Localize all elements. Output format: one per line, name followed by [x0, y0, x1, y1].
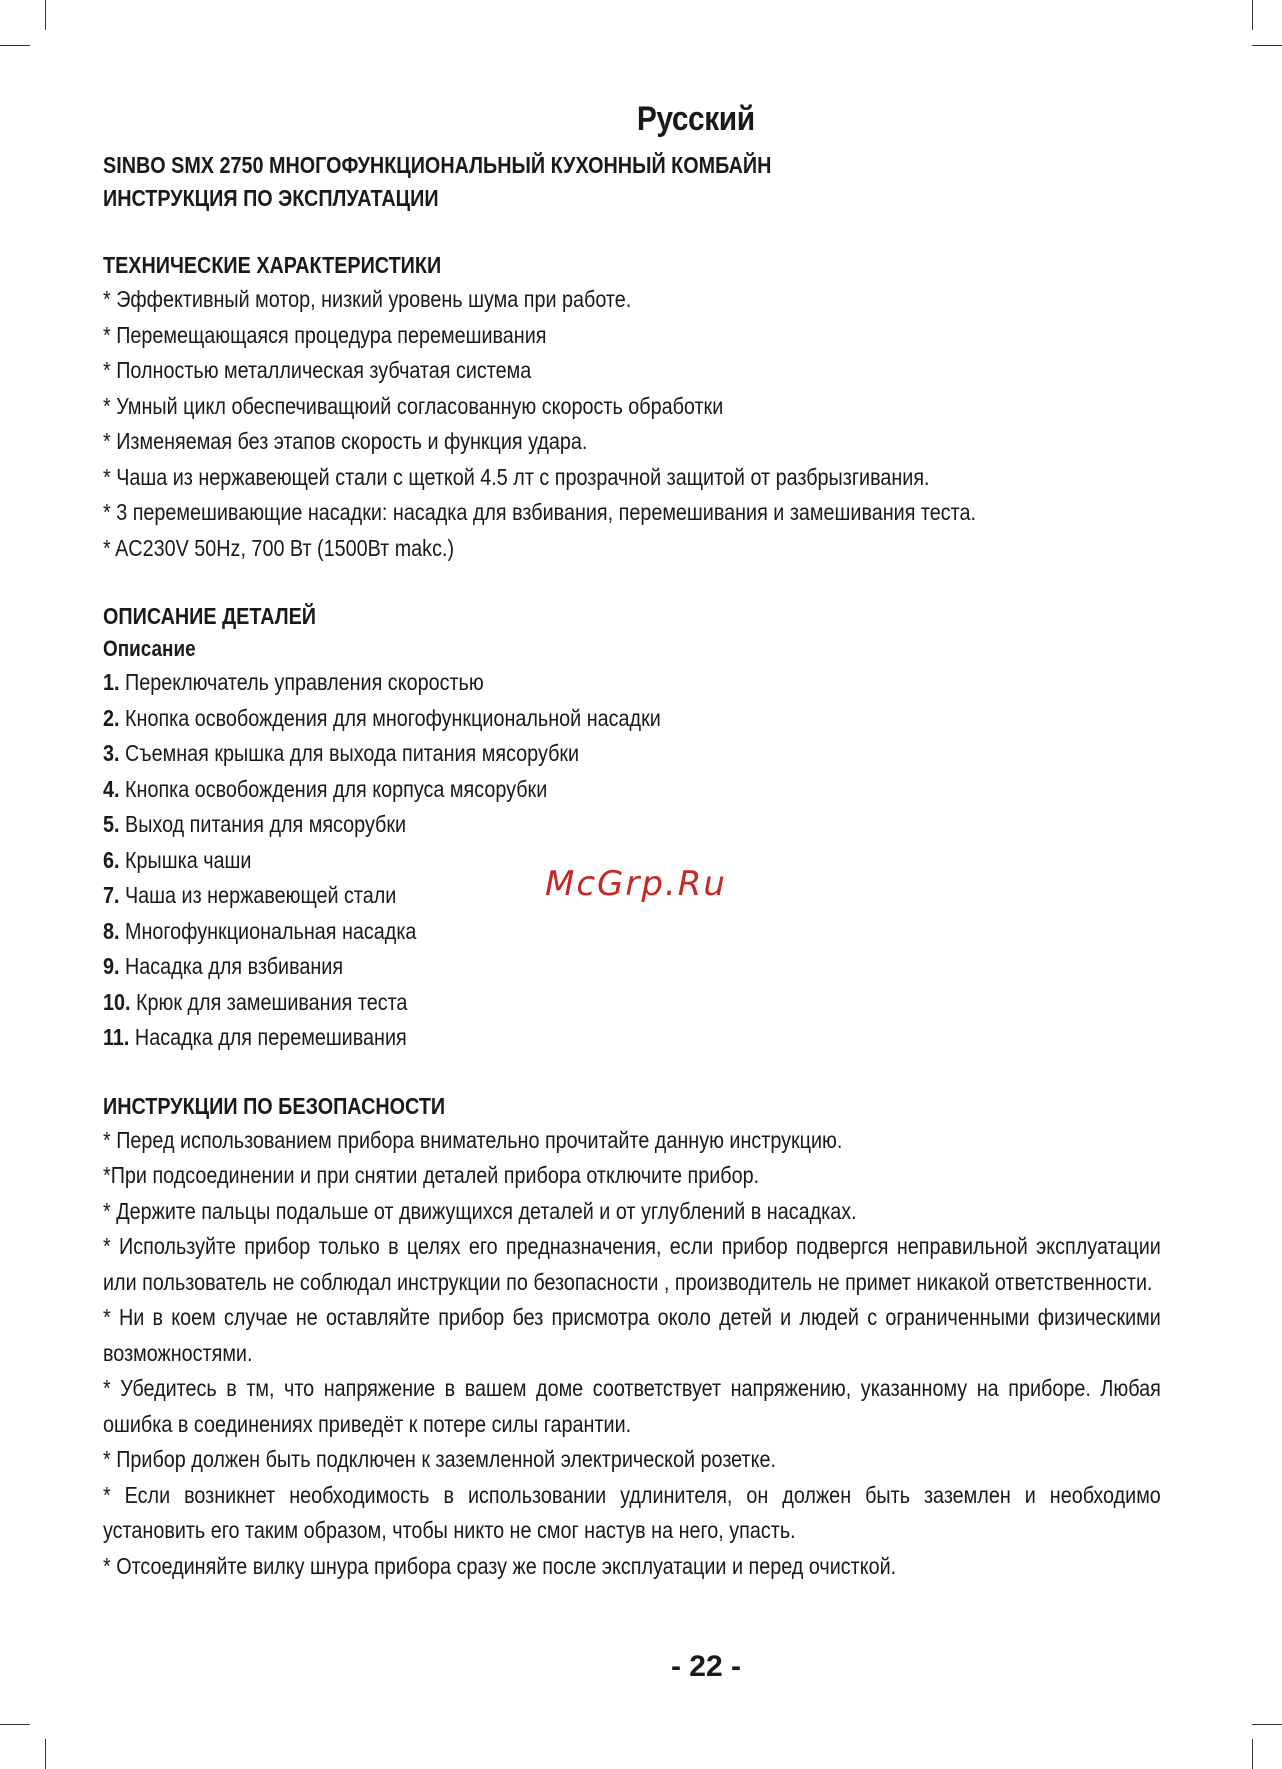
- document-page: [103, 100, 1183, 1584]
- list-item: * Эффективный мотор, низкий уровень шума при работе.: [103, 286, 632, 312]
- item-number: 4.: [103, 775, 120, 802]
- list-item: [103, 665, 1032, 701]
- crop-mark: [45, 0, 46, 30]
- list-item: * Прибор должен быть подключен к заземленной электрической розетке.: [103, 1446, 776, 1472]
- page-number: - 22 -: [670, 1650, 742, 1683]
- crop-mark: [1252, 45, 1282, 46]
- list-item: * Держите пальцы подальше от движущихся деталей и от углублений в насадках.: [103, 1197, 857, 1224]
- item-number: 11.: [103, 1024, 130, 1050]
- list-item: * 3 перемешивающие насадки: насадка для взбивания, перемешивания и замешивания теста.: [103, 499, 976, 525]
- list-item: * Умный цикл обеспечиващюий согласованную скорость обработки: [103, 392, 724, 419]
- list-item: * Перед использованием прибора внимательно прочитайте данную инструкцию.: [103, 1126, 843, 1153]
- parts-heading: ОПИСАНИЕ ДЕТАЛЕЙ: [103, 603, 317, 629]
- item-text: Кнопка освобождения для корпуса мясорубки: [119, 775, 548, 802]
- list-item: [103, 914, 1032, 950]
- crop-mark: [1252, 0, 1253, 30]
- specs-heading: ТЕХНИЧЕСКИЕ ХАРАКТЕРИСТИКИ: [103, 252, 442, 278]
- parts-list: [103, 665, 1183, 1056]
- list-item: * Убедитесь в тм, что напряжение в вашем доме соответствует напряжению, указанному на приборе. Любая ошибка в соединениях приведёт к потере силы гарантии.: [103, 1375, 1161, 1437]
- crop-mark: [0, 1724, 30, 1725]
- crop-mark: [0, 45, 30, 46]
- item-text: Съемная крышка для выхода питания мясорубки: [119, 740, 580, 766]
- crop-mark: [1252, 1724, 1282, 1725]
- item-number: 3.: [103, 740, 120, 766]
- list-item: [103, 736, 1032, 772]
- crop-mark: [45, 1739, 46, 1769]
- item-text: Крюк для замешивания теста: [130, 988, 408, 1015]
- document-title-line: ИНСТРУКЦИЯ ПО ЭКСПЛУАТАЦИИ: [103, 185, 439, 211]
- list-item: * AC230V 50Hz, 700 Вт (1500Вт makc.): [103, 534, 455, 561]
- item-text: Насадка для перемешивания: [129, 1024, 407, 1050]
- list-item: * Ни в коем случае не оставляйте прибор без присмотра около детей и людей с ограниченными физическими возможностями.: [103, 1304, 1161, 1366]
- item-text: Многофункциональная насадка: [119, 917, 417, 944]
- item-number: 7.: [103, 882, 120, 908]
- item-text: Насадка для взбивания: [119, 953, 344, 979]
- item-number: 9.: [103, 953, 120, 979]
- item-number: 1.: [103, 669, 120, 695]
- item-number: 10.: [103, 988, 131, 1015]
- item-number: 8.: [103, 917, 120, 944]
- list-item: * Чаша из нержавеющей стали с щеткой 4.5 лт с прозрачной защитой от разбрызгивания.: [103, 463, 930, 490]
- list-item: [103, 772, 1032, 808]
- list-item: * Отсоединяйте вилку шнура прибора сразу же после эксплуатации и перед очисткой.: [103, 1552, 897, 1579]
- safety-heading: ИНСТРУКЦИИ ПО БЕЗОПАСНОСТИ: [103, 1092, 446, 1119]
- item-text: Переключатель управления скоростью: [119, 669, 484, 695]
- item-number: 2.: [103, 704, 120, 731]
- list-item: [103, 1020, 1032, 1056]
- parts-subheading: Описание: [103, 636, 196, 661]
- specs-list: [103, 282, 1183, 566]
- list-item: * Если возникнет необходимость в использовании удлинителя, он должен быть заземлен и необходимо установить его таким образом, чтобы никто не смог настув на него, упасть.: [103, 1481, 1161, 1543]
- list-item: [103, 807, 1032, 843]
- item-text: Кнопка освобождения для многофункциональной насадки: [119, 704, 661, 731]
- list-item: * Перемещающаяся процедура перемешивания: [103, 321, 547, 348]
- item-text: Крышка чаши: [119, 846, 252, 873]
- document-title-line: SINBO SMX 2750 МНОГОФУНКЦИОНАЛЬНЫЙ КУХОННЫЙ КОМБАЙН: [103, 152, 772, 178]
- watermark: McGrp.Ru: [545, 864, 727, 904]
- list-item: * Изменяемая без этапов скорость и функция удара.: [103, 428, 588, 454]
- item-text: Чаша из нержавеющей стали: [119, 882, 397, 908]
- list-item: [103, 701, 1032, 737]
- list-item: * Используйте прибор только в целях его предназначения, если прибор подвергся неправильной эксплуатации или пользователь не соблюдал инструкции по безопасности , производитель не примет никакой ответственности.: [103, 1233, 1161, 1295]
- safety-list: [103, 1123, 1183, 1585]
- list-item: *При подсоединении и при снятии деталей прибора отключите прибор.: [103, 1162, 760, 1188]
- list-item: [103, 985, 1032, 1021]
- language-title: Русский: [636, 100, 755, 138]
- list-item: [103, 949, 1032, 985]
- item-number: 5.: [103, 811, 120, 837]
- crop-mark: [1252, 1739, 1253, 1769]
- list-item: * Полностью металлическая зубчатая система: [103, 357, 532, 383]
- item-number: 6.: [103, 846, 120, 873]
- item-text: Выход питания для мясорубки: [119, 811, 407, 837]
